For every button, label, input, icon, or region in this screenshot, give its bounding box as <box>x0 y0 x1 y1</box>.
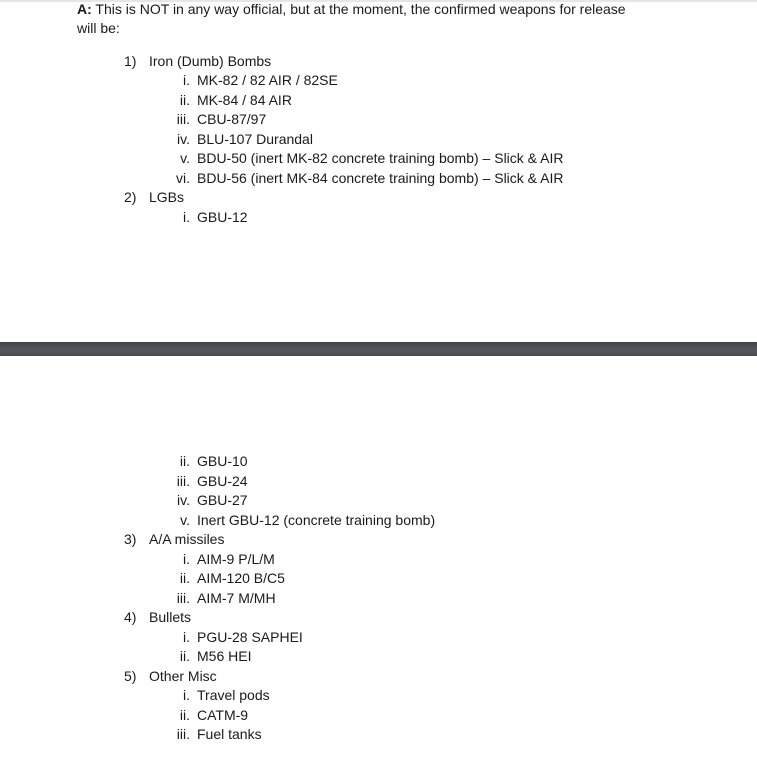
item-number: ii. <box>179 453 190 469</box>
section-title: LGBs <box>149 189 185 205</box>
item-number: i. <box>183 687 190 703</box>
section-title: Iron (Dumb) Bombs <box>149 53 272 69</box>
item-label: Travel pods <box>197 687 270 703</box>
section-title: Other Misc <box>149 668 217 684</box>
item-label: BDU-50 (inert MK-82 concrete training bomb) – Slick & AIR <box>197 150 564 166</box>
item-label: MK-84 / 84 AIR <box>197 92 292 108</box>
item-number: i. <box>183 629 190 645</box>
item-label: GBU-12 <box>197 209 248 225</box>
item-label: BLU-107 Durandal <box>197 131 313 147</box>
item-label: AIM-120 B/C5 <box>197 570 285 586</box>
item-label: Fuel tanks <box>197 726 262 742</box>
intro-paragraph <box>77 0 697 38</box>
item-label: GBU-24 <box>197 473 248 489</box>
section-title: Bullets <box>149 609 192 625</box>
item-number: iv. <box>177 131 190 147</box>
item-number: v. <box>180 150 190 166</box>
item-number: v. <box>180 512 190 528</box>
section-title: A/A missiles <box>149 531 225 547</box>
item-label: MK-82 / 82 AIR / 82SE <box>197 72 338 88</box>
item-number: iv. <box>177 492 190 508</box>
item-label: AIM-9 P/L/M <box>197 551 275 567</box>
item-number: iii. <box>176 590 190 606</box>
intro-prefix: A: <box>77 1 92 17</box>
item-label: AIM-7 M/MH <box>197 590 276 606</box>
item-number: i. <box>183 551 190 567</box>
item-number: iii. <box>176 473 190 489</box>
section-number: 4) <box>124 609 137 625</box>
item-number: ii. <box>179 570 190 586</box>
item-number: vi. <box>176 170 190 186</box>
item-label: PGU-28 SAPHEI <box>197 629 303 645</box>
item-label: CATM-9 <box>197 707 249 723</box>
item-label: BDU-56 (inert MK-84 concrete training bomb) – Slick & AIR <box>197 170 564 186</box>
item-label: CBU-87/97 <box>197 111 267 127</box>
item-label: Inert GBU-12 (concrete training bomb) <box>197 512 436 528</box>
item-number: iii. <box>176 726 190 742</box>
section-number: 2) <box>124 189 137 205</box>
intro-text-line-2: will be: <box>77 20 120 36</box>
item-label: GBU-27 <box>197 492 248 508</box>
item-number: ii. <box>179 648 190 664</box>
item-number: i. <box>183 209 190 225</box>
intro-text: This is NOT in any way official, but at the moment, the confirmed weapons for release <box>95 1 626 17</box>
page-break-separator <box>0 342 757 356</box>
document-page-2 <box>0 356 757 757</box>
section-number: 5) <box>124 668 137 684</box>
document-page-1 <box>0 0 757 342</box>
item-number: iii. <box>176 111 190 127</box>
section-number: 3) <box>124 531 137 547</box>
item-number: ii. <box>179 92 190 108</box>
item-number: ii. <box>179 707 190 723</box>
item-number: i. <box>183 72 190 88</box>
section-number: 1) <box>124 53 137 69</box>
item-label: M56 HEI <box>197 648 252 664</box>
item-label: GBU-10 <box>197 453 248 469</box>
